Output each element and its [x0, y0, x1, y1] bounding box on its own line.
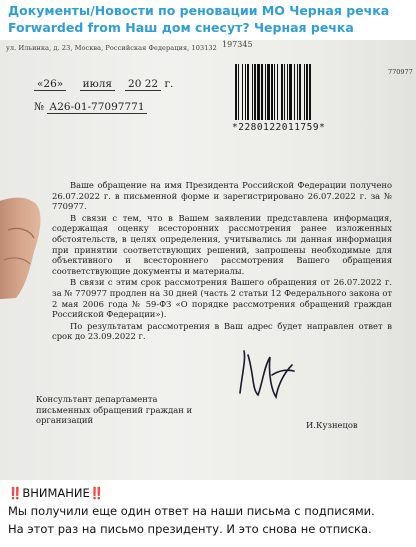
warning-line [8, 484, 408, 502]
forwarded-prefix: Forwarded from [8, 20, 126, 35]
date-month: июля [80, 78, 115, 91]
forwarded-from-line[interactable] [8, 19, 408, 36]
ref-prefix: № [34, 101, 44, 113]
letter-body [52, 180, 392, 343]
letter-reference [34, 101, 147, 113]
side-code: 770977 [388, 68, 413, 76]
barcode-number: *2280122011759* [232, 122, 326, 133]
date-year: 20 22 [125, 78, 161, 91]
double-exclamation-icon: ‼️ [89, 486, 105, 500]
message-text [0, 480, 416, 547]
letter-paragraph: Ваше обращение на имя Президента Российской Федерации получено 26.07.2022 г. в письменной форме и зарегистрировано 26.07.2022 г. за № 770977. [52, 180, 392, 212]
letter-top-number: 197345 [222, 40, 253, 49]
letter-paragraph: По результатам рассмотрения в Ваш адрес будет направлен ответ в срок до 23.09.2022 г. [52, 320, 392, 342]
signature-title: Консультант департамента письменных обращений граждан и организаций [36, 394, 193, 426]
double-exclamation-icon: ‼️ [8, 486, 23, 500]
warning-label: ВНИМАНИЕ [22, 486, 90, 500]
hand-holding-letter [0, 190, 44, 300]
letter-top-address: ул. Ильинка, д. 23, Москва, Российская Федерация, 103132 [6, 44, 217, 52]
barcode [235, 64, 383, 122]
date-day: «26» [34, 78, 66, 91]
date-suffix: г. [164, 78, 174, 90]
letter-photo[interactable] [0, 40, 416, 480]
letter-date [34, 78, 173, 90]
ref-number: А26-01-77097771 [49, 101, 145, 113]
letter-paragraph: В связи с этим срок рассмотрения Вашего обращения от 26.07.2022 г. за № 770977 продлен на 30 дней (часть 2 статьи 12 Федерального закона от 2 мая 2006 года № 59-ФЗ «О порядке рассмотрения обращений граждан Российской Федерации»). [52, 277, 392, 320]
message-line-1: Мы получили еще один ответ на наши письма с подписями. [8, 504, 375, 518]
forwarded-source-link[interactable]: Наш дом снесут? Черная речка [125, 20, 354, 35]
message-line-2: На этот раз на письмо президенту. И это снова не отписка. [8, 522, 372, 536]
signer-name: И.Кузнецов [306, 420, 358, 430]
handwritten-signature [232, 345, 302, 405]
letter-paragraph: В связи с тем, что в Вашем заявлении представлена информация, содержащая оценку всесторонних рассмотрения ранее изложенных обстоятельств, в целях определения, учитывались ли данная информация при принятии соответствующих решений, запрошены необходимые для объективного и всестороннего рассмотрения Вашего обращения соответствующие документы и материалы. [52, 212, 392, 276]
channel-title[interactable]: Документы/Новости по реновации МО Черная речка [8, 3, 390, 18]
